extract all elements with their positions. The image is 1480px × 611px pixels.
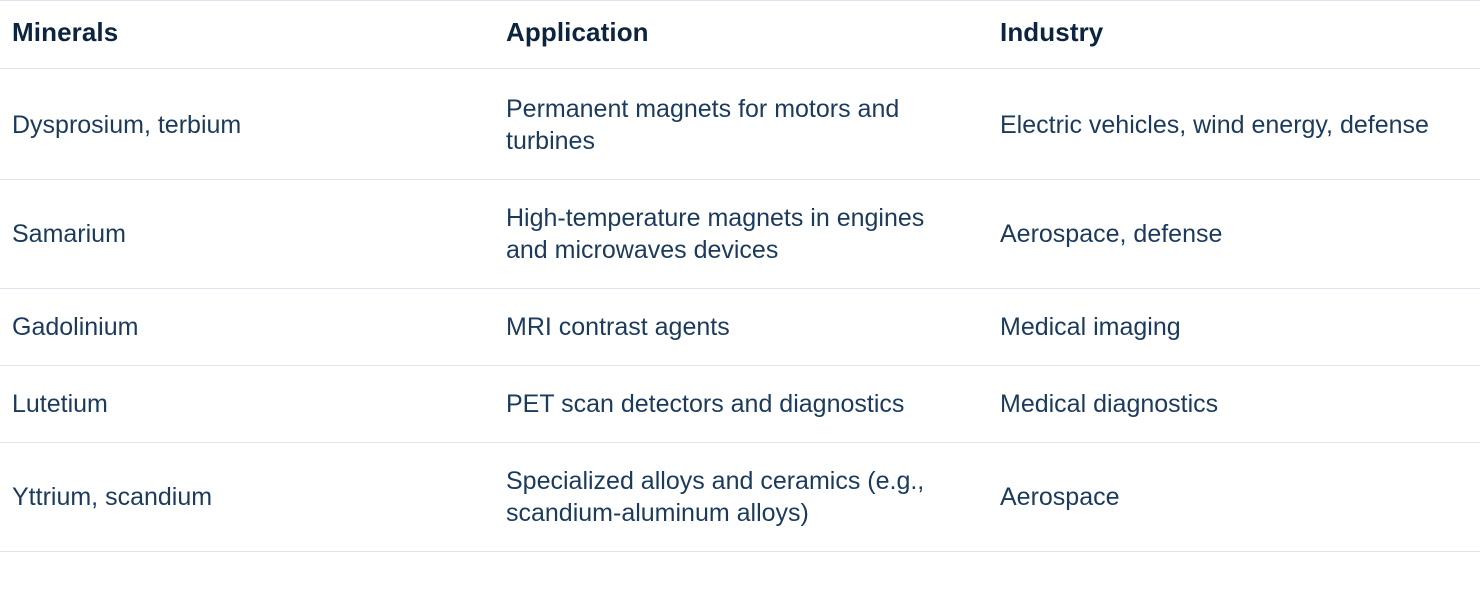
table-row xyxy=(0,289,1480,366)
cell-industry: Aerospace, defense xyxy=(988,180,1480,289)
table-row xyxy=(0,180,1480,289)
cell-industry: Aerospace xyxy=(988,443,1480,552)
table-header-row xyxy=(0,1,1480,69)
cell-minerals: Yttrium, scandium xyxy=(0,443,494,552)
cell-minerals: Gadolinium xyxy=(0,289,494,366)
cell-industry: Electric vehicles, wind energy, defense xyxy=(988,69,1480,180)
table-row xyxy=(0,366,1480,443)
table-body xyxy=(0,69,1480,552)
cell-minerals: Dysprosium, terbium xyxy=(0,69,494,180)
table-row xyxy=(0,443,1480,552)
cell-application: Specialized alloys and ceramics (e.g., scandium-aluminum alloys) xyxy=(494,443,988,552)
cell-industry: Medical diagnostics xyxy=(988,366,1480,443)
minerals-applications-table xyxy=(0,1,1480,552)
cell-minerals: Lutetium xyxy=(0,366,494,443)
cell-application: MRI contrast agents xyxy=(494,289,988,366)
minerals-applications-table-container xyxy=(0,1,1480,552)
column-header-minerals: Minerals xyxy=(0,1,494,69)
cell-industry: Medical imaging xyxy=(988,289,1480,366)
table-row xyxy=(0,69,1480,180)
column-header-application: Application xyxy=(494,1,988,69)
cell-application: PET scan detectors and diagnostics xyxy=(494,366,988,443)
column-header-industry: Industry xyxy=(988,1,1480,69)
cell-application: High-temperature magnets in engines and microwaves devices xyxy=(494,180,988,289)
table-header xyxy=(0,1,1480,69)
cell-minerals: Samarium xyxy=(0,180,494,289)
cell-application: Permanent magnets for motors and turbines xyxy=(494,69,988,180)
